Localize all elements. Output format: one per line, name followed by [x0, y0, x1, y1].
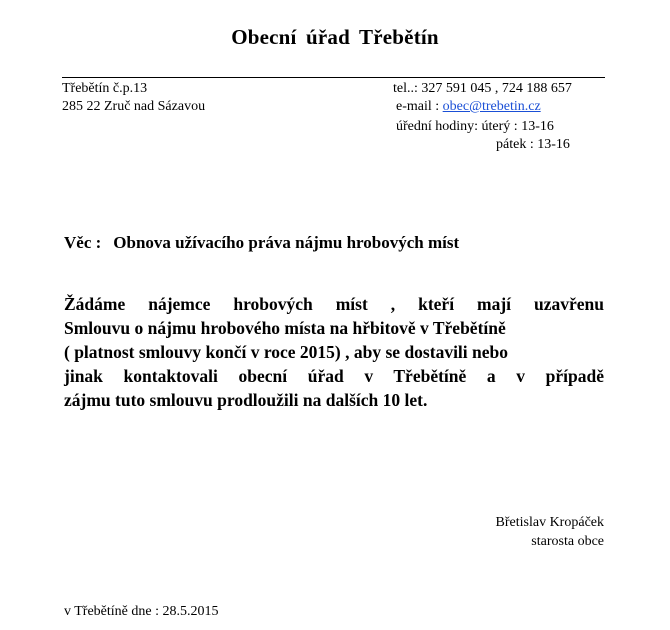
- contact-email-label: e-mail :: [396, 99, 443, 114]
- contact-email-row: [396, 98, 541, 116]
- address-city: 285 22 Zruč nad Sázavou: [62, 99, 206, 114]
- subject-label: Věc :: [64, 233, 102, 252]
- page-title: Obecní úřad Třebětín: [231, 25, 439, 49]
- address-street: Třebětín č.p.13: [62, 81, 148, 96]
- body-line-4: jinak kontaktovali obecní úřad v Třebětíně a v případě: [64, 366, 604, 386]
- subject-text: Obnova užívacího práva nájmu hrobových míst: [113, 233, 460, 252]
- body-line-2: Smlouvu o nájmu hrobového místa na hřbitově v Třebětíně: [64, 318, 506, 338]
- body-line-5: zájmu tuto smlouvu prodloužili na dalších 10 let.: [64, 390, 428, 410]
- email-link[interactable]: obec@trebetin.cz: [442, 99, 541, 114]
- signature-name: Břetislav Kropáček: [495, 515, 604, 530]
- office-hours-tuesday: úřední hodiny: úterý : 13-16: [396, 119, 554, 134]
- header-divider: [62, 77, 605, 78]
- office-hours-friday: pátek : 13-16: [496, 137, 570, 152]
- body-line-1: Žádáme nájemce hrobových míst , kteří mají uzavřenu: [64, 294, 604, 314]
- contact-phone: tel..: 327 591 045 , 724 188 657: [393, 81, 572, 96]
- subject-line: [64, 233, 459, 253]
- document-date: v Třebětíně dne : 28.5.2015: [64, 604, 219, 619]
- body-line-3: ( platnost smlouvy končí v roce 2015) , aby se dostavili nebo: [64, 342, 509, 362]
- body-paragraph: [64, 292, 604, 412]
- signature-role: starosta obce: [531, 534, 604, 549]
